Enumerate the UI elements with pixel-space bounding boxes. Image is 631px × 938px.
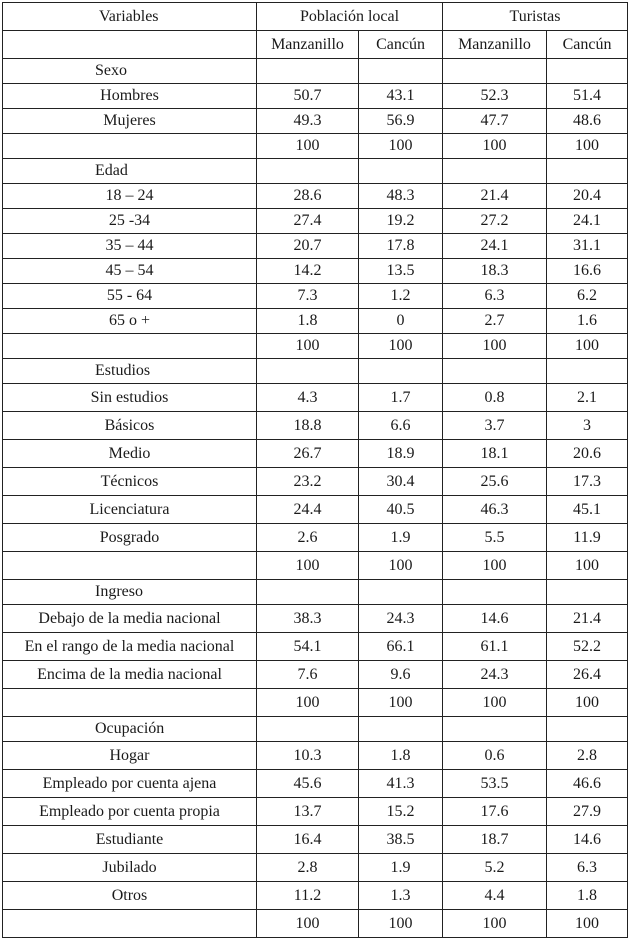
row-label: Hombres [3, 84, 257, 109]
table-row [3, 209, 628, 234]
empty-cell [443, 717, 547, 742]
header-variables: Variables [3, 3, 257, 31]
value-cell: 100 [547, 689, 628, 717]
value-cell: 100 [257, 334, 359, 359]
value-cell: 2.8 [257, 854, 359, 882]
value-cell: 24.3 [359, 605, 443, 633]
empty-cell [547, 580, 628, 605]
value-cell: 27.4 [257, 209, 359, 234]
value-cell: 27.2 [443, 209, 547, 234]
value-cell: 66.1 [359, 633, 443, 661]
value-cell: 4.3 [257, 384, 359, 412]
row-label: Técnicos [3, 468, 257, 496]
table-row [3, 496, 628, 524]
section-header-row [3, 359, 628, 384]
table-row [3, 605, 628, 633]
empty-cell [547, 59, 628, 84]
table-row [3, 109, 628, 134]
value-cell: 46.3 [443, 496, 547, 524]
table-body [3, 59, 628, 938]
table-row [3, 234, 628, 259]
total-row [3, 910, 628, 938]
value-cell: 30.4 [359, 468, 443, 496]
empty-cell [257, 159, 359, 184]
value-cell: 100 [547, 334, 628, 359]
value-cell: 100 [257, 910, 359, 938]
value-cell: 24.1 [443, 234, 547, 259]
empty-cell [359, 359, 443, 384]
table-row [3, 309, 628, 334]
value-cell: 100 [443, 552, 547, 580]
value-cell: 46.6 [547, 770, 628, 798]
value-cell: 100 [547, 910, 628, 938]
value-cell: 100 [443, 134, 547, 159]
value-cell: 40.5 [359, 496, 443, 524]
row-label: Encima de la media nacional [3, 661, 257, 689]
value-cell: 19.2 [359, 209, 443, 234]
section-header-row [3, 717, 628, 742]
value-cell: 3 [547, 412, 628, 440]
empty-cell [359, 717, 443, 742]
value-cell: 7.6 [257, 661, 359, 689]
row-label: 25 -34 [3, 209, 257, 234]
header-poblacion-local: Población local [257, 3, 443, 31]
value-cell: 13.5 [359, 259, 443, 284]
value-cell: 100 [443, 334, 547, 359]
table-row [3, 826, 628, 854]
value-cell: 16.6 [547, 259, 628, 284]
empty-cell [257, 717, 359, 742]
value-cell: 48.3 [359, 184, 443, 209]
row-label: En el rango de la media nacional [3, 633, 257, 661]
value-cell: 6.3 [547, 854, 628, 882]
value-cell: 1.9 [359, 854, 443, 882]
value-cell: 100 [443, 689, 547, 717]
table-row [3, 468, 628, 496]
subheader-turistas-cancun: Cancún [547, 31, 628, 59]
table-row [3, 284, 628, 309]
value-cell: 7.3 [257, 284, 359, 309]
header-row-2 [3, 31, 628, 59]
empty-cell [3, 334, 257, 359]
header-empty-cell [3, 31, 257, 59]
value-cell: 3.7 [443, 412, 547, 440]
empty-cell [547, 159, 628, 184]
value-cell: 2.1 [547, 384, 628, 412]
value-cell: 20.7 [257, 234, 359, 259]
total-row [3, 689, 628, 717]
value-cell: 18.8 [257, 412, 359, 440]
subheader-turistas-manzanillo: Manzanillo [443, 31, 547, 59]
value-cell: 4.4 [443, 882, 547, 910]
value-cell: 2.6 [257, 524, 359, 552]
value-cell: 2.7 [443, 309, 547, 334]
subheader-local-manzanillo: Manzanillo [257, 31, 359, 59]
empty-cell [257, 359, 359, 384]
empty-cell [359, 159, 443, 184]
value-cell: 38.3 [257, 605, 359, 633]
value-cell: 24.3 [443, 661, 547, 689]
data-table [2, 2, 628, 938]
value-cell: 16.4 [257, 826, 359, 854]
value-cell: 54.1 [257, 633, 359, 661]
value-cell: 20.6 [547, 440, 628, 468]
value-cell: 31.1 [547, 234, 628, 259]
value-cell: 26.4 [547, 661, 628, 689]
value-cell: 1.3 [359, 882, 443, 910]
row-label: Hogar [3, 742, 257, 770]
value-cell: 11.2 [257, 882, 359, 910]
table-row [3, 854, 628, 882]
value-cell: 100 [547, 552, 628, 580]
value-cell: 48.6 [547, 109, 628, 134]
value-cell: 100 [359, 552, 443, 580]
table-row [3, 84, 628, 109]
value-cell: 17.6 [443, 798, 547, 826]
value-cell: 17.8 [359, 234, 443, 259]
header-turistas: Turistas [443, 3, 628, 31]
value-cell: 17.3 [547, 468, 628, 496]
value-cell: 27.9 [547, 798, 628, 826]
value-cell: 0 [359, 309, 443, 334]
value-cell: 1.8 [359, 742, 443, 770]
value-cell: 38.5 [359, 826, 443, 854]
value-cell: 52.2 [547, 633, 628, 661]
empty-cell [359, 580, 443, 605]
value-cell: 18.3 [443, 259, 547, 284]
value-cell: 100 [359, 910, 443, 938]
row-label: Debajo de la media nacional [3, 605, 257, 633]
value-cell: 41.3 [359, 770, 443, 798]
value-cell: 1.6 [547, 309, 628, 334]
value-cell: 56.9 [359, 109, 443, 134]
empty-cell [443, 580, 547, 605]
value-cell: 11.9 [547, 524, 628, 552]
value-cell: 100 [359, 689, 443, 717]
value-cell: 28.6 [257, 184, 359, 209]
value-cell: 100 [359, 334, 443, 359]
value-cell: 100 [257, 134, 359, 159]
value-cell: 0.8 [443, 384, 547, 412]
row-label: 55 - 64 [3, 284, 257, 309]
empty-cell [3, 552, 257, 580]
value-cell: 1.2 [359, 284, 443, 309]
value-cell: 21.4 [443, 184, 547, 209]
value-cell: 15.2 [359, 798, 443, 826]
table-row [3, 412, 628, 440]
subheader-local-cancun: Cancún [359, 31, 443, 59]
empty-cell [443, 359, 547, 384]
table-row [3, 770, 628, 798]
value-cell: 25.6 [443, 468, 547, 496]
value-cell: 18.1 [443, 440, 547, 468]
section-title: Ocupación [3, 717, 257, 742]
value-cell: 0.6 [443, 742, 547, 770]
value-cell: 51.4 [547, 84, 628, 109]
value-cell: 100 [359, 134, 443, 159]
value-cell: 24.1 [547, 209, 628, 234]
table-container [2, 2, 628, 938]
row-label: Licenciatura [3, 496, 257, 524]
value-cell: 45.6 [257, 770, 359, 798]
value-cell: 1.9 [359, 524, 443, 552]
value-cell: 100 [257, 689, 359, 717]
table-row [3, 882, 628, 910]
total-row [3, 134, 628, 159]
empty-cell [443, 159, 547, 184]
value-cell: 23.2 [257, 468, 359, 496]
value-cell: 6.6 [359, 412, 443, 440]
value-cell: 9.6 [359, 661, 443, 689]
value-cell: 13.7 [257, 798, 359, 826]
value-cell: 18.9 [359, 440, 443, 468]
row-label: Estudiante [3, 826, 257, 854]
row-label: 35 – 44 [3, 234, 257, 259]
table-row [3, 440, 628, 468]
value-cell: 47.7 [443, 109, 547, 134]
value-cell: 26.7 [257, 440, 359, 468]
section-title: Estudios [3, 359, 257, 384]
table-row [3, 798, 628, 826]
value-cell: 5.5 [443, 524, 547, 552]
empty-cell [3, 689, 257, 717]
value-cell: 21.4 [547, 605, 628, 633]
value-cell: 100 [443, 910, 547, 938]
section-header-row [3, 59, 628, 84]
value-cell: 1.8 [547, 882, 628, 910]
value-cell: 43.1 [359, 84, 443, 109]
value-cell: 52.3 [443, 84, 547, 109]
table-row [3, 524, 628, 552]
value-cell: 5.2 [443, 854, 547, 882]
empty-cell [257, 59, 359, 84]
value-cell: 100 [257, 552, 359, 580]
section-title: Edad [3, 159, 257, 184]
row-label: Jubilado [3, 854, 257, 882]
row-label: Sin estudios [3, 384, 257, 412]
empty-cell [443, 59, 547, 84]
value-cell: 1.7 [359, 384, 443, 412]
row-label: Empleado por cuenta propia [3, 798, 257, 826]
value-cell: 14.6 [443, 605, 547, 633]
value-cell: 10.3 [257, 742, 359, 770]
value-cell: 14.6 [547, 826, 628, 854]
total-row [3, 552, 628, 580]
empty-cell [359, 59, 443, 84]
value-cell: 49.3 [257, 109, 359, 134]
value-cell: 18.7 [443, 826, 547, 854]
row-label: 45 – 54 [3, 259, 257, 284]
row-label: Posgrado [3, 524, 257, 552]
section-header-row [3, 580, 628, 605]
table-row [3, 259, 628, 284]
empty-cell [547, 717, 628, 742]
total-row [3, 334, 628, 359]
row-label: 65 o + [3, 309, 257, 334]
value-cell: 14.2 [257, 259, 359, 284]
value-cell: 53.5 [443, 770, 547, 798]
section-title: Sexo [3, 59, 257, 84]
header-row-1 [3, 3, 628, 31]
section-title: Ingreso [3, 580, 257, 605]
table-row [3, 633, 628, 661]
value-cell: 100 [547, 134, 628, 159]
row-label: Medio [3, 440, 257, 468]
row-label: Básicos [3, 412, 257, 440]
empty-cell [3, 910, 257, 938]
value-cell: 61.1 [443, 633, 547, 661]
value-cell: 6.3 [443, 284, 547, 309]
value-cell: 45.1 [547, 496, 628, 524]
section-header-row [3, 159, 628, 184]
empty-cell [257, 580, 359, 605]
empty-cell [3, 134, 257, 159]
table-row [3, 184, 628, 209]
value-cell: 20.4 [547, 184, 628, 209]
table-row [3, 384, 628, 412]
value-cell: 2.8 [547, 742, 628, 770]
value-cell: 6.2 [547, 284, 628, 309]
row-label: Otros [3, 882, 257, 910]
row-label: Empleado por cuenta ajena [3, 770, 257, 798]
value-cell: 24.4 [257, 496, 359, 524]
table-row [3, 742, 628, 770]
row-label: Mujeres [3, 109, 257, 134]
value-cell: 50.7 [257, 84, 359, 109]
row-label: 18 – 24 [3, 184, 257, 209]
empty-cell [547, 359, 628, 384]
table-row [3, 661, 628, 689]
value-cell: 1.8 [257, 309, 359, 334]
